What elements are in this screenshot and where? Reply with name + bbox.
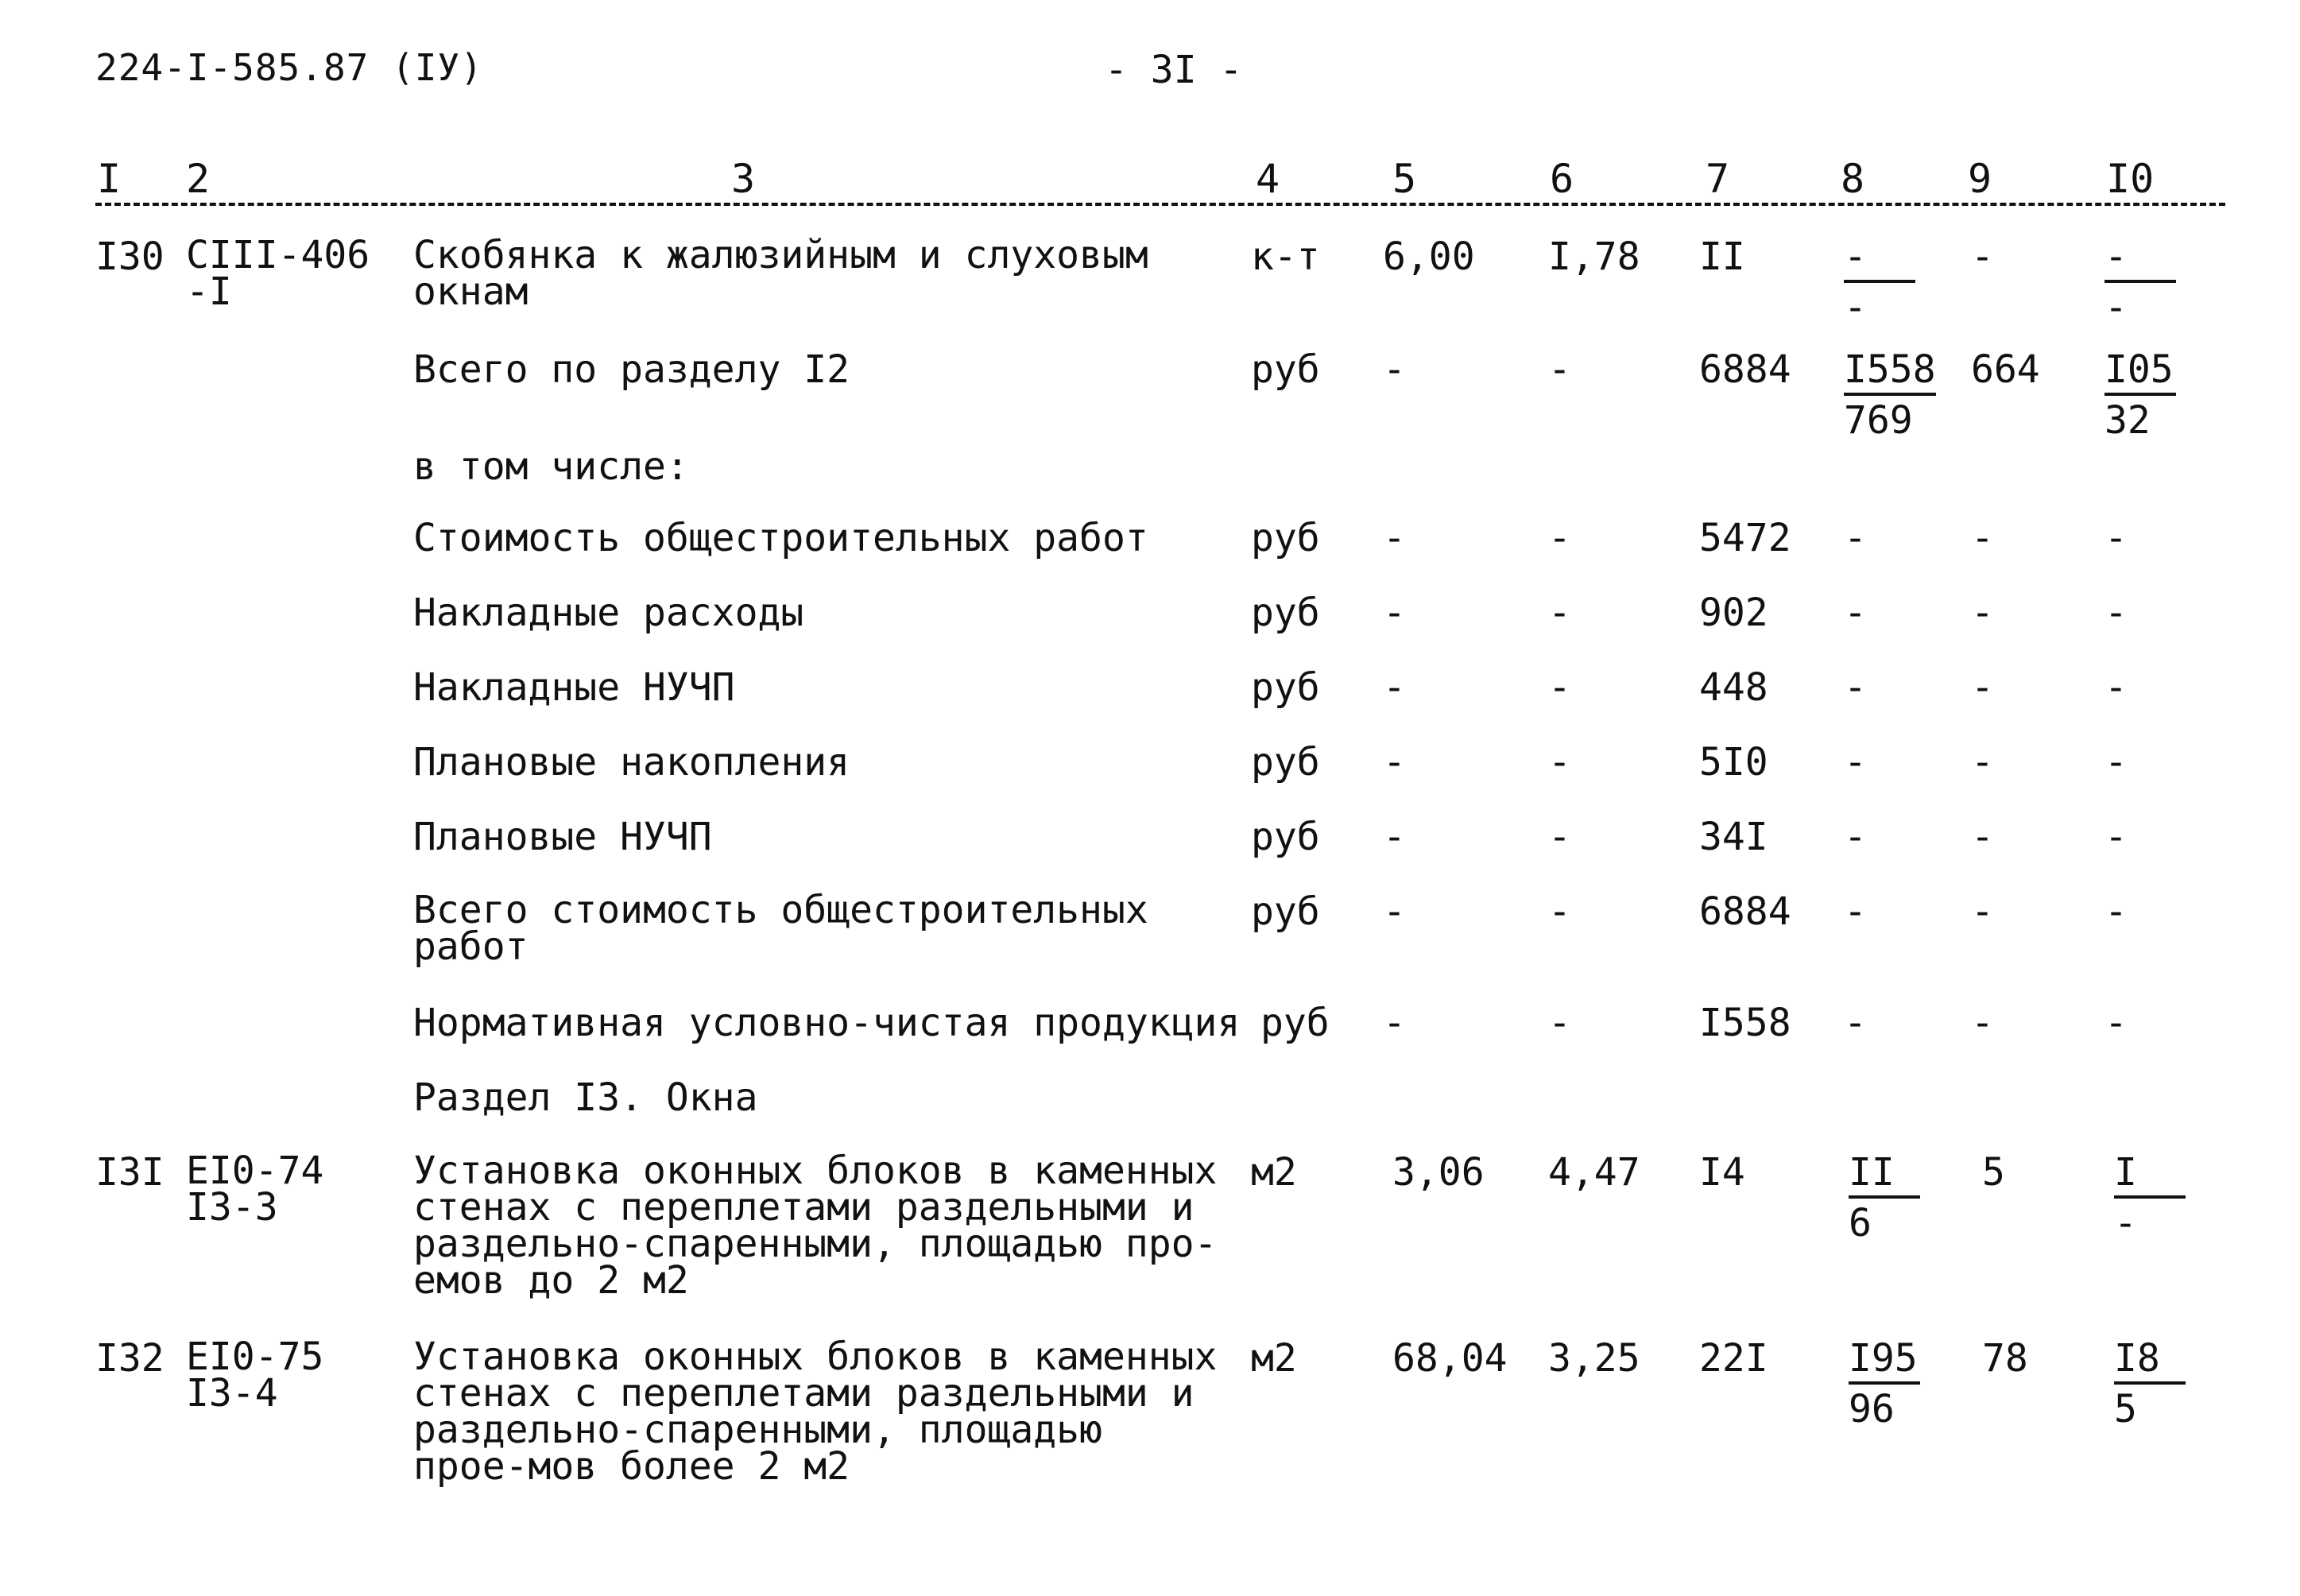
column-header: I0 [2106, 156, 2155, 202]
quantity: - [1383, 591, 1406, 635]
fraction-numerator: - [2104, 237, 2176, 283]
unit-price: 3,25 [1548, 1336, 1640, 1381]
column-header: 2 [186, 156, 211, 202]
column-10-value: - [2104, 591, 2128, 635]
unit: руб [1251, 889, 1320, 934]
quantity: 6,00 [1383, 234, 1475, 279]
quantity: - [1383, 889, 1406, 934]
item-name: Плановые накопления [413, 740, 850, 784]
quantity: - [1383, 740, 1406, 784]
fraction-denominator: - [2104, 285, 2128, 330]
item-name: Всего по разделу I2 [413, 347, 850, 392]
unit-price: - [1548, 665, 1571, 710]
item-name: Установка оконных блоков в каменных стенах с переплетами раздельными и раздельно-спаренными, площадью прое-мов более 2 м2 [413, 1335, 1218, 1489]
fraction-numerator: I558 [1844, 350, 1936, 396]
fraction-numerator: II [1849, 1152, 1920, 1199]
column-10-value: - [2104, 815, 2128, 859]
column-9-value: - [1971, 516, 1994, 560]
column-9-value: - [1971, 889, 1994, 934]
wages-value: - [1844, 516, 1867, 560]
unit-price: - [1548, 516, 1571, 560]
total-cost: 6884 [1699, 347, 1791, 392]
fraction-numerator: I [2114, 1152, 2186, 1199]
fraction-numerator: - [1844, 237, 1915, 283]
column-9-value: - [1971, 591, 1994, 635]
wages-value: - [1844, 740, 1867, 784]
quantity: - [1383, 665, 1406, 710]
fraction-denominator: 96 [1849, 1387, 1895, 1431]
total-cost: I4 [1699, 1150, 1745, 1195]
unit-price: - [1548, 591, 1571, 635]
total-cost: I558 [1699, 1001, 1791, 1045]
unit: к-т [1251, 234, 1320, 279]
unit: руб [1251, 516, 1320, 560]
unit: руб [1251, 815, 1320, 859]
total-cost: 22I [1699, 1336, 1768, 1381]
item-name: Накладные расходы [413, 591, 804, 635]
wages-fraction [1844, 347, 1936, 443]
unit-price: - [1548, 889, 1571, 934]
norm-code: CIII-406 -I [186, 233, 370, 314]
fraction-numerator: I95 [1849, 1338, 1920, 1385]
fraction-denominator: 32 [2104, 398, 2151, 443]
total-cost: 5472 [1699, 516, 1791, 560]
quantity: - [1383, 516, 1406, 560]
unit: м2 [1251, 1150, 1297, 1195]
item-name: Установка оконных блоков в каменных стенах с переплетами раздельными и раздельно-спаренными, площадью про-емов до 2 м2 [413, 1149, 1218, 1303]
document-code: 224-I-585.87 (IУ) [95, 46, 483, 89]
unit-price: - [1548, 815, 1571, 859]
column-10-fraction [2104, 234, 2176, 330]
fraction-numerator: I05 [2104, 350, 2176, 396]
wages-fraction [1844, 234, 1915, 330]
column-header: 7 [1706, 156, 1730, 202]
norm-code: EI0-74 I3-3 [186, 1149, 324, 1230]
quantity: 3,06 [1392, 1150, 1485, 1195]
row-number: I30 [95, 234, 165, 279]
column-9-value: - [1971, 665, 1994, 710]
column-10-fraction [2114, 1152, 2186, 1243]
row-number: I3I [95, 1150, 165, 1195]
column-10-fraction [2114, 1338, 2186, 1429]
item-name: Всего стоимость общестроительных работ [413, 888, 1148, 969]
total-cost: 5I0 [1699, 740, 1768, 784]
column-10-value: - [2104, 1001, 2128, 1045]
item-name: в том числе: [413, 444, 689, 489]
column-9-value: 78 [1982, 1336, 2028, 1381]
column-9-value: - [1971, 1001, 1994, 1045]
unit-price: - [1548, 1001, 1571, 1045]
quantity: - [1383, 815, 1406, 859]
unit-price: - [1548, 347, 1571, 392]
unit: руб [1260, 1001, 1330, 1045]
wages-value: - [1844, 815, 1867, 859]
column-header: 8 [1841, 156, 1865, 202]
total-cost: II [1699, 234, 1745, 279]
page-number: - 3I - [1105, 48, 1243, 92]
column-header: 5 [1392, 156, 1417, 202]
fraction-denominator: - [1844, 285, 1867, 330]
column-9-value: - [1971, 815, 1994, 859]
fraction-numerator: I8 [2114, 1338, 2186, 1385]
fraction-denominator: 6 [1849, 1201, 1872, 1245]
column-10-value: - [2104, 516, 2128, 560]
item-name: Стоимость общестроительных работ [413, 516, 1148, 560]
wages-value: - [1844, 591, 1867, 635]
fraction-denominator: 769 [1844, 398, 1913, 443]
unit: руб [1251, 347, 1320, 392]
column-10-value: - [2104, 740, 2128, 784]
unit: м2 [1251, 1336, 1297, 1381]
column-9-value: - [1971, 234, 1994, 279]
wages-value: - [1844, 1001, 1867, 1045]
wages-value: - [1844, 889, 1867, 934]
column-9-value: - [1971, 740, 1994, 784]
unit: руб [1251, 665, 1320, 710]
fraction-denominator: 5 [2114, 1387, 2137, 1431]
wages-value: - [1844, 665, 1867, 710]
item-name: Нормативная условно-чистая продукция [413, 1001, 1241, 1045]
row-number: I32 [95, 1336, 165, 1381]
total-cost: 34I [1699, 815, 1768, 859]
total-cost: 902 [1699, 591, 1768, 635]
header-rule [95, 203, 2225, 206]
unit-price: 4,47 [1548, 1150, 1640, 1195]
wages-fraction [1849, 1152, 1920, 1243]
column-header: I [97, 156, 122, 202]
column-header: 9 [1968, 156, 1992, 202]
unit: руб [1251, 591, 1320, 635]
norm-code: EI0-75 I3-4 [186, 1335, 324, 1416]
unit: руб [1251, 740, 1320, 784]
total-cost: 6884 [1699, 889, 1791, 934]
wages-fraction [1849, 1338, 1920, 1429]
unit-price: I,78 [1548, 234, 1640, 279]
section-heading: Раздел I3. Окна [413, 1075, 758, 1120]
fraction-denominator: - [2114, 1201, 2137, 1245]
column-header: 3 [731, 156, 756, 202]
column-header: 4 [1256, 156, 1280, 202]
total-cost: 448 [1699, 665, 1768, 710]
quantity: - [1383, 1001, 1406, 1045]
column-9-value: 664 [1971, 347, 2040, 392]
item-name: Накладные НУЧП [413, 665, 735, 710]
quantity: 68,04 [1392, 1336, 1508, 1381]
quantity: - [1383, 347, 1406, 392]
column-10-value: - [2104, 665, 2128, 710]
column-9-value: 5 [1982, 1150, 2005, 1195]
column-10-value: - [2104, 889, 2128, 934]
unit-price: - [1548, 740, 1571, 784]
item-name: Плановые НУЧП [413, 815, 712, 859]
column-10-fraction [2104, 347, 2176, 443]
column-header: 6 [1550, 156, 1574, 202]
item-name: Скобянка к жалюзийным и слуховым окнам [413, 233, 1148, 314]
